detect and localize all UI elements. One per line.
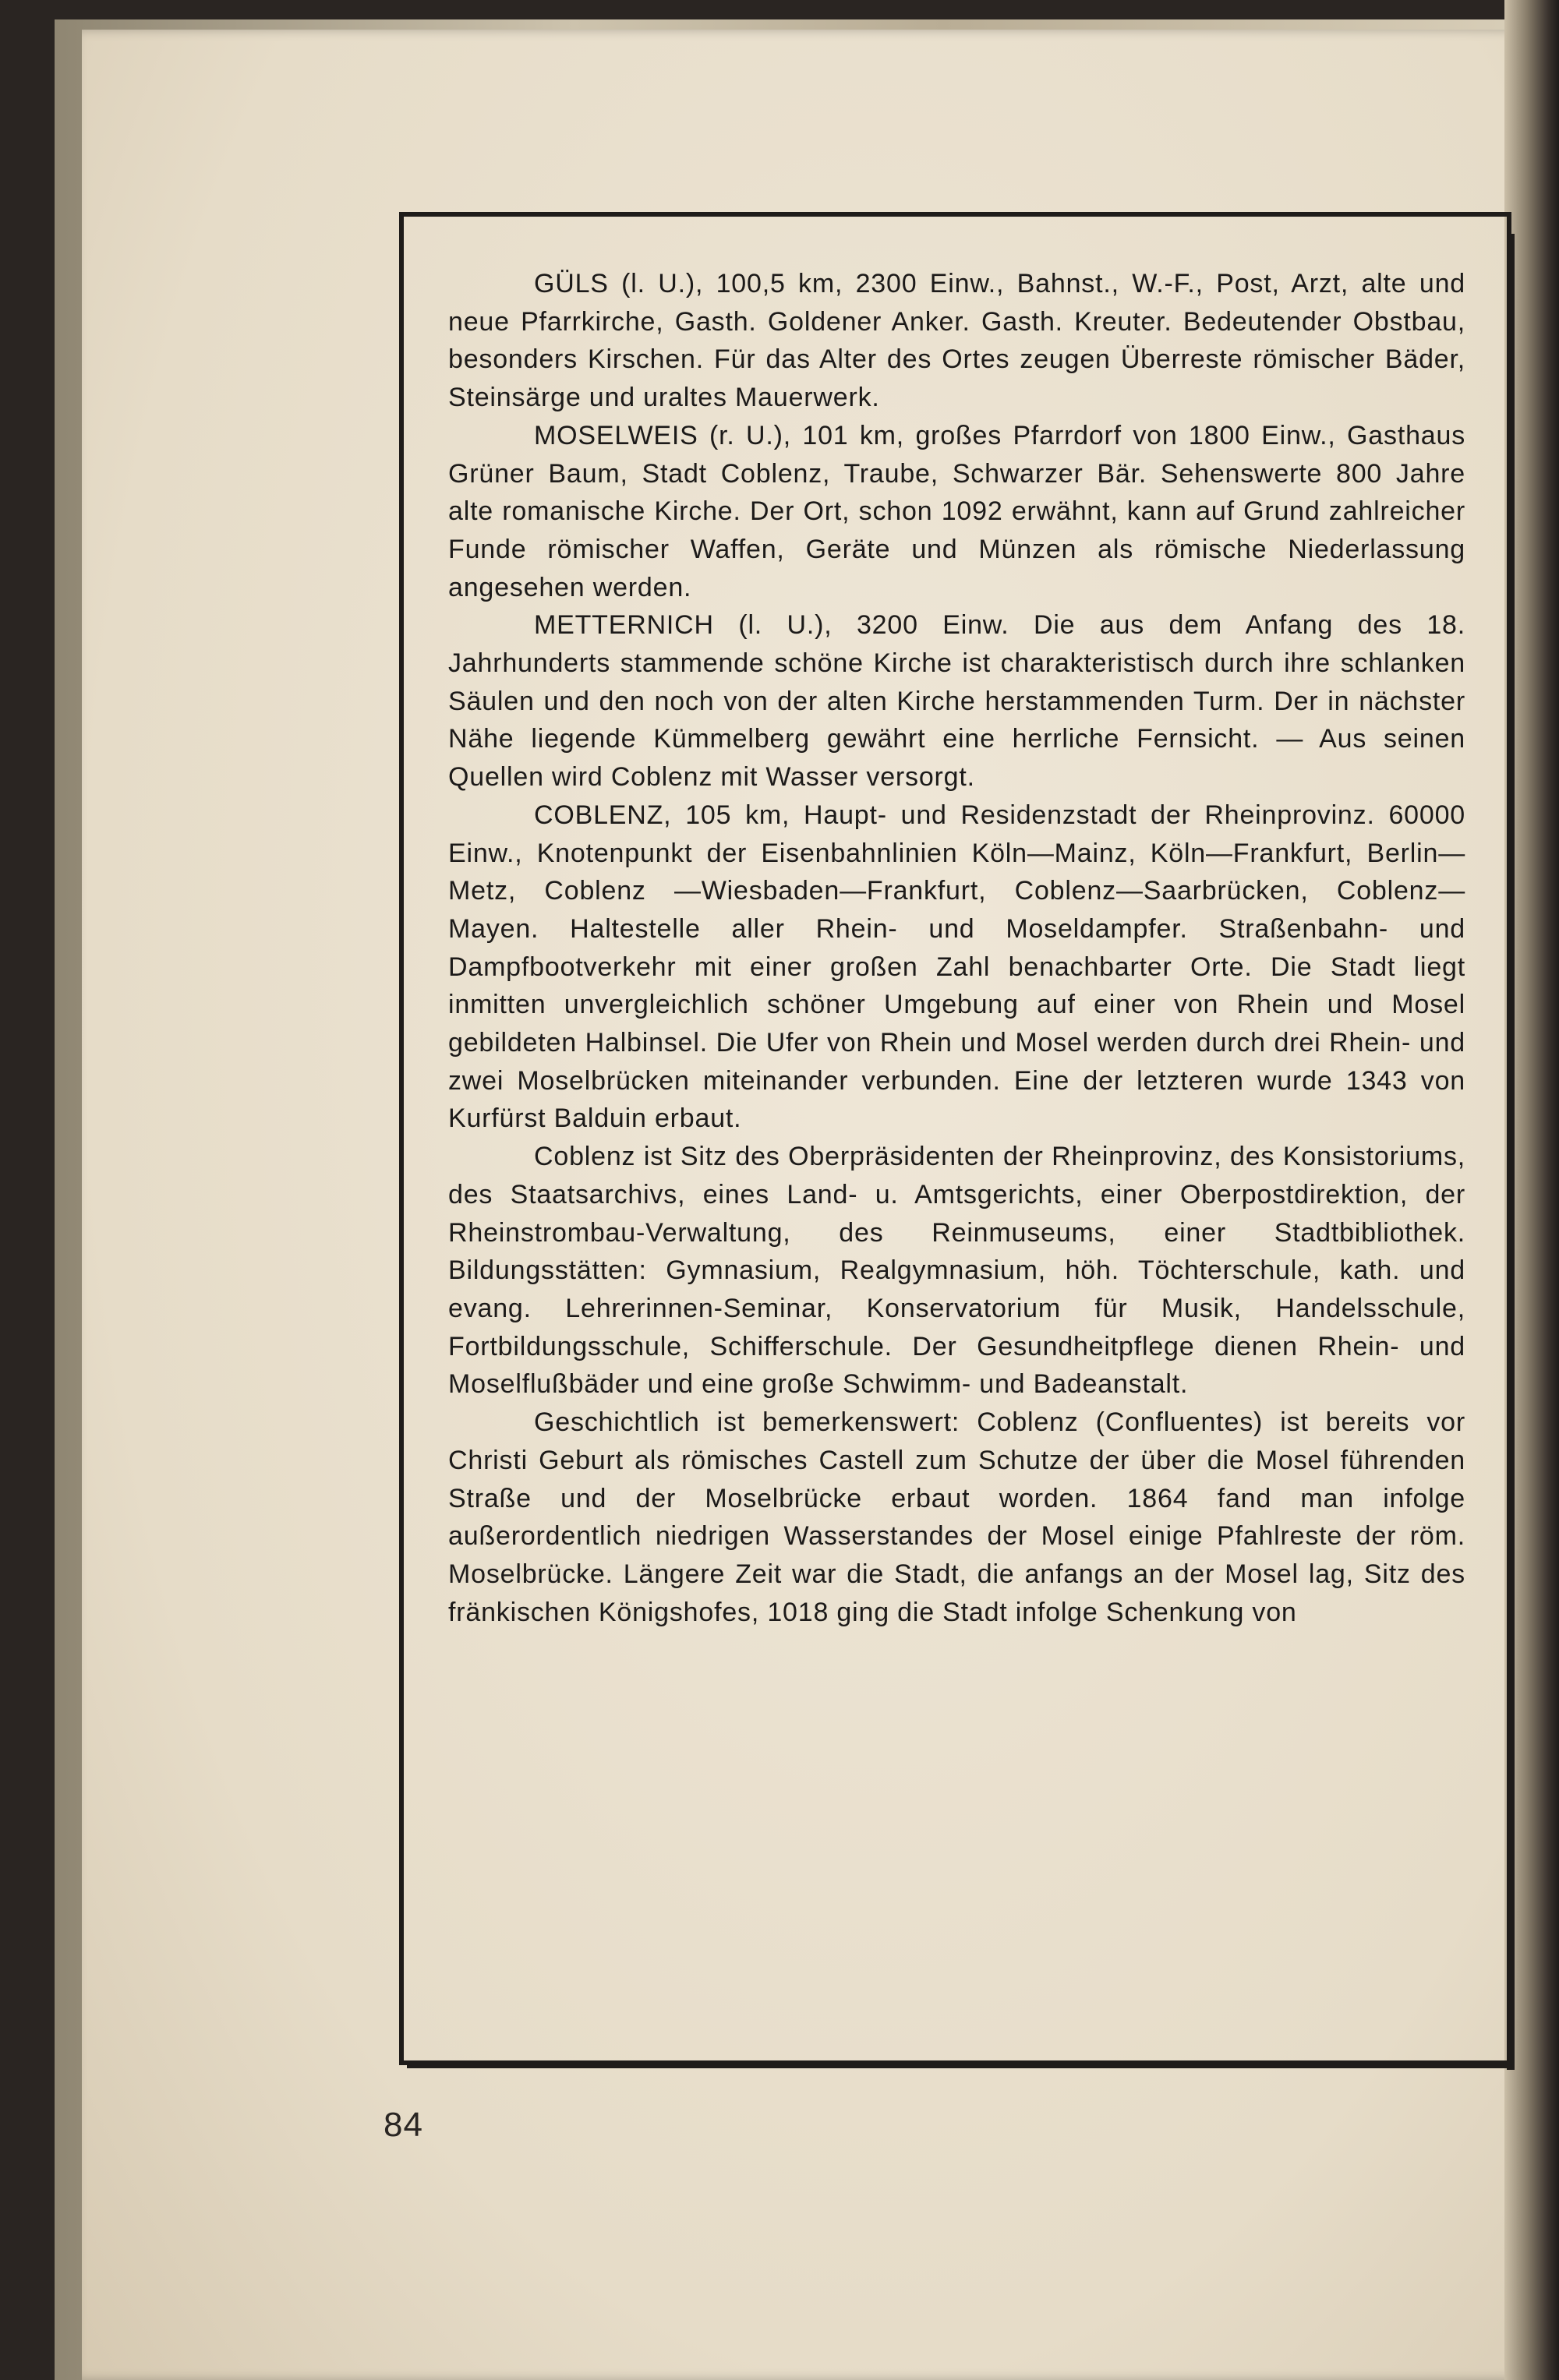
paragraph-coblenz: COBLENZ, 105 km, Haupt- und Residenzstadt der Rheinprovinz. 60000 Einw., Knotenpunkt der Eisenbahnlinien Köln—Mainz, Köln—Frankfurt, Berlin—Metz, Coblenz —Wiesbaden—Frankfurt, Coblenz—Saarbrücken, Coblenz—Mayen. Haltestelle aller Rhein- und Moseldampfer. Straßenbahn- und Dampfbootverkehr mit einer großen Zahl benachbarter Orte. Die Stadt liegt inmitten unvergleichlich schöner Umgebung auf einer von Rhein und Mosel gebildeten Halbinsel. Die Ufer von Rhein und Mosel werden durch drei Rhein- und zwei Moselbrücken miteinander verbunden. Eine der letzteren wurde 1343 von Kurfürst Balduin erbaut.	[448, 800, 1465, 1134]
paragraph-metternich: METTERNICH (l. U.), 3200 Einw. Die aus dem Anfang des 18. Jahrhunderts stammende schöne Kirche ist charakteristisch durch ihre schlanken Säulen und den noch von der alten Kirche herstammenden Turm. Der in nächster Nähe liegende Kümmelberg gewährt eine herrliche Fernsicht. — Aus seinen Quellen wird Coblenz mit Wasser versorgt.	[448, 610, 1465, 793]
page-number: 84	[384, 2106, 423, 2144]
paragraph-coblenz-institutions: Coblenz ist Sitz des Oberpräsidenten der Rheinprovinz, des Konsistoriums, des Staatsarchivs, eines Land- u. Amtsgerichts, einer Oberpostdirektion, der Rheinstrombau-Verwaltung, des Reinmuseums, einer Stadtbibliothek. Bildungsstätten: Gymnasium, Realgymnasium, höh. Töchterschule, kath. und evang. Lehrerinnen-Seminar, Konservatorium für Musik, Handelsschule, Fortbildungsschule, Schifferschule. Der Gesundheitpflege dienen Rhein- und Moselflußbäder und eine große Schwimm- und Badeanstalt.	[448, 1142, 1465, 1400]
paragraph-moselweis: MOSELWEIS (r. U.), 101 km, großes Pfarrdorf von 1800 Einw., Gasthaus Grüner Baum, Stadt Coblenz, Traube, Schwarzer Bär. Sehenswerte 800 Jahre alte romanische Kirche. Der Ort, schon 1092 erwähnt, kann auf Grund zahlreicher Funde römischer Waffen, Geräte und Münzen als römische Niederlassung angesehen werden.	[448, 420, 1465, 602]
paragraph-guels: GÜLS (l. U.), 100,5 km, 2300 Einw., Bahnst., W.-F., Post, Arzt, alte und neue Pfarrkirche, Gasth. Goldener Anker. Gasth. Kreuter. Bedeutender Obstbau, besonders Kirschen. Für das Alter des Ortes zeugen Überreste römischer Bäder, Steinsärge und uraltes Mauerwerk.	[448, 269, 1465, 413]
paragraph-coblenz-history: Geschichtlich ist bemerkenswert: Coblenz (Confluentes) ist bereits vor Christi Geburt als römisches Castell zum Schutze der über die Mosel führenden Straße und der Moselbrücke erbaut worden. 1864 fand man infolge außerordentlich niedrigen Wasserstandes der Mosel einige Pfahlreste der röm. Moselbrücke. Längere Zeit war die Stadt, die anfangs an der Mosel lag, Sitz des fränkischen Königshofes, 1018 ging die Stadt infolge Schenkung von	[448, 1407, 1465, 1627]
body-text	[448, 265, 1465, 1631]
